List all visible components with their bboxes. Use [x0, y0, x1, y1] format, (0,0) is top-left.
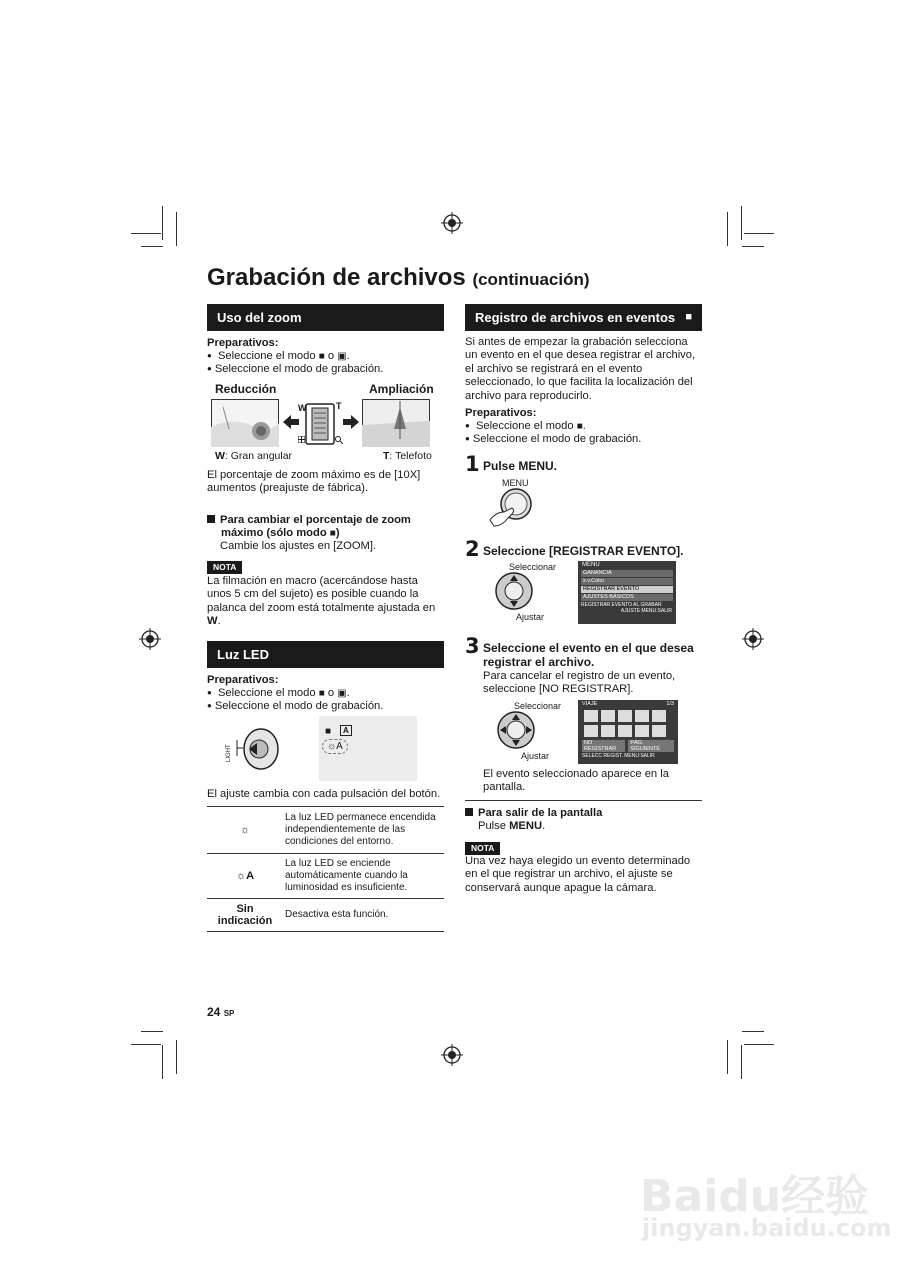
section-header-zoom [207, 304, 444, 331]
select-label: Seleccionar [509, 562, 557, 572]
event-tile[interactable] [618, 725, 632, 737]
prep-label: Preparativos: [207, 674, 279, 686]
registration-target-icon [742, 628, 764, 650]
menu-screen-caption: REGISTRAR EVENTO AL GRABAR [581, 602, 662, 608]
menu-button-icon[interactable] [488, 486, 534, 528]
crop-mark [727, 212, 728, 246]
led-screen-video-icon: ■ [325, 726, 332, 737]
page-title-suffix: (continuación) [472, 270, 590, 289]
section-header-label: Registro de archivos en eventos [475, 310, 676, 325]
prep-label: Preparativos: [465, 407, 537, 419]
prep-text: Seleccione el modo [217, 687, 316, 699]
crop-mark [131, 233, 161, 234]
exit-title: Para salir de la pantalla [465, 807, 602, 820]
crop-mark [162, 206, 163, 240]
crop-mark [742, 246, 764, 247]
page-number [207, 1005, 234, 1019]
registration-target-icon [441, 1044, 463, 1066]
event-tile[interactable] [618, 710, 632, 722]
event-nota-text: Una vez haya elegido un evento determinado en el que registrar un archivo, el ajuste se conservará aunque apague la cámara. [465, 855, 691, 894]
prep-item: ● Seleccione el modo de grabación. [465, 433, 641, 446]
crop-mark [744, 1044, 774, 1045]
led-text: La luz LED permanece encendida independientemente de las condiciones del entorno. [283, 807, 444, 854]
event-screen-title: VIAJE [582, 701, 598, 707]
menu-screen-item[interactable]: x.v.Color [581, 578, 673, 585]
nota-badge: NOTA [207, 561, 242, 574]
event-tile[interactable] [584, 725, 598, 737]
event-tile[interactable] [652, 725, 666, 737]
event-intro: Si antes de empezar la grabación selecciona un evento en el que desea registrar el archivo, el archivo se registrará en el evento seleccionado, lo que facilita la localización del archivo para reproducirlo. [465, 336, 696, 402]
table-row [207, 854, 444, 899]
step-number: 1 [465, 452, 480, 476]
step-title: Seleccione el evento en el que desea registrar el archivo. [483, 641, 694, 669]
zoom-change-title: Para cambiar el porcentaje de zoom [207, 514, 411, 527]
led-screen-light-icon: ☼A [322, 739, 348, 754]
event-tile[interactable] [635, 725, 649, 737]
prep-or: o [327, 687, 335, 699]
zoom-nota-text [207, 575, 437, 629]
step3-text: Para cancelar el registro de un evento, seleccione [NO REGISTRAR]. [483, 670, 676, 696]
watermark-brand: Baidu经验 [640, 1171, 870, 1222]
video-mode-icon: ■ [318, 688, 325, 699]
led-text: La luz LED se enciende automáticamente cuando la luminosidad es insuficiente. [283, 854, 444, 899]
camera-mode-icon: ▣ [337, 688, 347, 699]
crop-mark [741, 206, 742, 240]
prep-item: ● Seleccione el modo de grabación. [207, 700, 383, 713]
zoom-lever-icon[interactable] [302, 403, 338, 445]
zoom-enlarge-label: Ampliación [369, 382, 434, 396]
event-screen-header [578, 700, 678, 708]
menu-screen-item[interactable]: AJUSTES BÁSICOS [581, 594, 673, 601]
zoom-t-desc: : Telefoto [389, 450, 432, 462]
magnify-icon [335, 436, 343, 444]
camera-mode-icon: ▣ [337, 351, 347, 362]
set-label: Ajustar [516, 612, 545, 622]
arrow-left-icon [283, 415, 299, 429]
divider [465, 800, 702, 801]
menu-screen [578, 561, 676, 624]
zoom-reduction-label: Reducción [215, 382, 277, 396]
registration-target-icon [139, 628, 161, 650]
zoom-w-desc: : Gran angular [224, 450, 293, 462]
menu-button-label: MENU [502, 478, 529, 488]
zoom-change-title-line2 [221, 527, 340, 540]
page-number-value: 24 [207, 1005, 221, 1019]
prep-or: o [327, 350, 335, 362]
crop-mark [741, 1045, 742, 1079]
zoom-change-title-end: ) [335, 527, 340, 539]
wide-angle-photo [211, 399, 279, 447]
exit-text [478, 820, 545, 833]
page-title-main: Grabación de archivos [207, 264, 466, 291]
video-mode-icon: ■ [318, 351, 325, 362]
page-title [207, 264, 590, 292]
light-label: LIGHT [226, 744, 232, 762]
prep-text: Seleccione el modo [217, 350, 316, 362]
exit-text-menu: MENU [509, 820, 543, 832]
zoom-nota-w: W [207, 615, 218, 628]
event-tile[interactable] [584, 710, 598, 722]
section-header-label: Uso del zoom [217, 310, 302, 325]
section-header-led [207, 641, 444, 668]
dpad-icon[interactable] [494, 570, 534, 612]
crop-mark [141, 246, 163, 247]
event-icon-grid [578, 708, 678, 739]
registration-target-icon [441, 212, 463, 234]
crop-mark [131, 1044, 161, 1045]
section-header-label: Luz LED [217, 647, 269, 662]
step-title: Pulse MENU. [483, 459, 558, 473]
zoom-w-key: W [215, 450, 225, 462]
event-screen-buttons [578, 739, 678, 753]
zoom-nota-end: . [217, 615, 221, 628]
wide-grid-icon [298, 436, 305, 443]
zoom-t-letter: T [336, 401, 342, 411]
zoom-w-letter: W [298, 403, 307, 413]
led-symbol: ☼A [207, 854, 283, 899]
next-page-button[interactable]: PÁG. SIGUIENTE [628, 740, 674, 752]
menu-screen-footer: AJUSTE MENU:SALIR [620, 608, 672, 614]
zoom-description: El porcentaje de zoom máximo es de [10X] aumentos (preajuste de fábrica). [207, 469, 421, 495]
prep-item: ● Seleccione el modo ■ o ▣. [207, 350, 350, 363]
step3-after: El evento seleccionado aparece en la pantalla. [483, 768, 669, 794]
exit-text-end: . [542, 820, 546, 832]
prep-item: ● Seleccione el modo ■ o ▣. [207, 687, 350, 700]
led-text: Desactiva esta función. [283, 899, 444, 932]
watermark-url: jingyan.baidu.com [642, 1214, 892, 1242]
video-mode-icon: ■ [576, 421, 583, 432]
zoom-t-legend [383, 450, 432, 463]
led-description: El ajuste cambia con cada pulsación del botón. [207, 788, 441, 800]
dpad-4way-icon[interactable] [495, 709, 537, 751]
crop-mark [742, 1031, 764, 1032]
no-register-button[interactable]: NO REGISTRAR [582, 740, 625, 752]
prep-label: Preparativos: [207, 337, 279, 349]
telephoto-photo [362, 399, 430, 447]
crop-mark [162, 1045, 163, 1079]
zoom-nota-body: La filmación en macro (acercándose hasta unos 5 cm del sujeto) es posible cuando la palanca del zoom está totalmente ajustada en [207, 575, 436, 614]
select-label: Seleccionar [514, 701, 562, 711]
step-number: 2 [465, 537, 480, 561]
menu-screen-item[interactable]: GANANCIA [581, 570, 673, 577]
led-screen-auto-badge: A [340, 725, 352, 736]
event-tile[interactable] [635, 710, 649, 722]
set-label: Ajustar [521, 751, 550, 761]
exit-text-pre: Pulse [478, 820, 506, 832]
event-screen [578, 700, 678, 764]
step-number: 3 [465, 634, 480, 658]
event-screen-footer: SELECC REGIST. MENU:SALIR [582, 753, 655, 759]
crop-mark [744, 233, 774, 234]
page-lang: SP [223, 1009, 235, 1018]
table-row [207, 807, 444, 854]
event-screen-page: 1/3 [666, 701, 674, 707]
crop-mark [141, 1031, 163, 1032]
menu-screen-item-selected[interactable]: REGISTRAR EVENTO [581, 586, 673, 593]
section-header-event [465, 304, 702, 331]
video-mode-icon: ■ [685, 311, 692, 323]
event-tile[interactable] [652, 710, 666, 722]
crop-mark [176, 212, 177, 246]
led-table [207, 806, 444, 932]
zoom-change-title-text: máximo (sólo modo [221, 527, 327, 539]
event-tile[interactable] [601, 725, 615, 737]
prep-item: ● Seleccione el modo de grabación. [207, 363, 383, 376]
prep-item: ● Seleccione el modo ■. [465, 420, 586, 433]
zoom-change-text: Cambie los ajustes en [ZOOM]. [220, 540, 377, 552]
arrow-right-icon [343, 415, 359, 429]
table-row [207, 899, 444, 932]
event-tile[interactable] [601, 710, 615, 722]
light-button-icon[interactable] [233, 726, 281, 772]
led-symbol: Sin indicación [207, 899, 283, 932]
menu-screen-header: MENU [582, 562, 600, 568]
crop-mark [176, 1040, 177, 1074]
crop-mark [727, 1040, 728, 1074]
video-mode-icon: ■ [329, 528, 336, 539]
led-symbol: ☼ [207, 807, 283, 854]
nota-badge: NOTA [465, 842, 500, 855]
prep-text: Seleccione el modo [475, 420, 574, 432]
zoom-t-key: T [383, 450, 390, 462]
step-title: Seleccione [REGISTRAR EVENTO]. [483, 544, 684, 558]
zoom-w-legend [215, 450, 292, 463]
